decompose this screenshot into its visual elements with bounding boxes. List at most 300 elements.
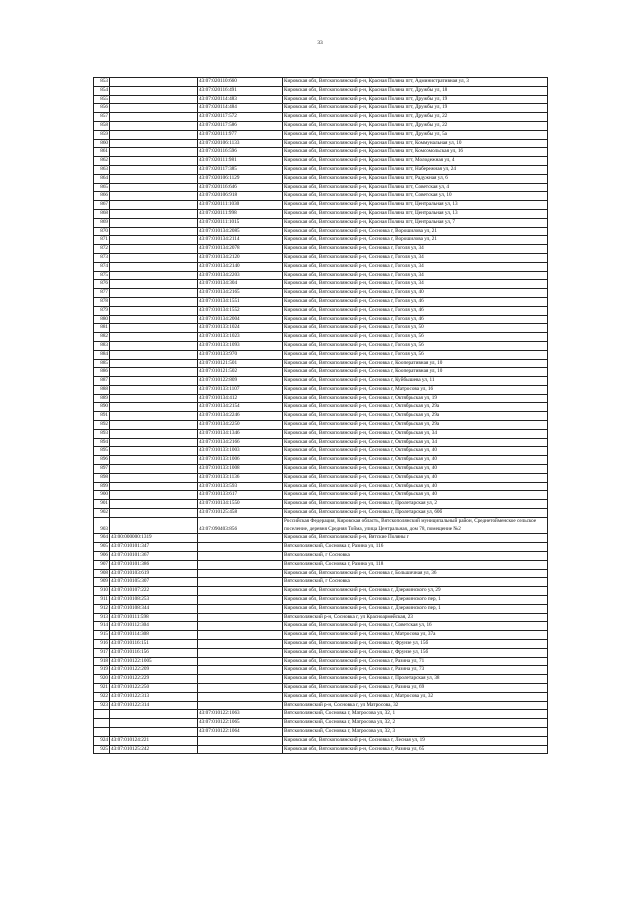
parcel-number-cell: [110, 86, 198, 95]
table-row: [94, 341, 548, 350]
parcel-number-cell: [110, 157, 198, 166]
table-row: [94, 657, 548, 666]
object-number-cell: 43:07:010134:2250: [198, 421, 283, 430]
object-number-cell: [198, 675, 283, 684]
table-row: [94, 262, 548, 271]
parcel-number-cell: [110, 377, 198, 386]
object-number-cell: [198, 683, 283, 692]
table-row: [94, 613, 548, 622]
address-cell: Кировская обл, Вятскополянский р-н, Красная Поляна пгт, Дружбы ул, 22: [283, 121, 548, 130]
parcel-number-cell: [110, 174, 198, 183]
object-number-cell: 43:07:010133:970: [198, 350, 283, 359]
object-number-cell: [198, 587, 283, 596]
row-number-cell: 907: [94, 560, 110, 569]
address-cell: Кировская обл, Вятскополянский р-н, Сосновка г, Матросова ул, 37а: [283, 631, 548, 640]
table-row: [94, 157, 548, 166]
table-row: [94, 192, 548, 201]
address-cell: Кировская обл, Вятскополянский р-н, Красная Поляна пгт, Коммунальная ул, 10: [283, 139, 548, 148]
parcel-number-cell: [110, 297, 198, 306]
row-number-cell: 876: [94, 280, 110, 289]
parcel-number-cell: [110, 368, 198, 377]
register-table-body: [94, 78, 548, 754]
address-cell: Кировская обл, Вятскополянский р-н, Красная Поляна пгт, Дружбы ул, 18: [283, 86, 548, 95]
table-row: [94, 473, 548, 482]
address-cell: Кировская обл, Вятскополянский р-н, Сосновка г, Советская ул, 16: [283, 622, 548, 631]
object-number-cell: [198, 657, 283, 666]
row-number-cell: 874: [94, 262, 110, 271]
parcel-number-cell: [110, 218, 198, 227]
table-row: [94, 350, 548, 359]
table-row: [94, 640, 548, 649]
table-row: [94, 271, 548, 280]
address-cell: Кировская обл, Вятскополянский р-н, Сосновка г, Октябрьская ул, 19: [283, 394, 548, 403]
row-number-cell: 878: [94, 297, 110, 306]
table-row: [94, 245, 548, 254]
parcel-number-cell: [110, 104, 198, 113]
address-cell: Кировская обл, Вятскополянский р-н, Сосновка г, Разина ул, 69: [283, 683, 548, 692]
address-cell: Кировская обл, Вятскополянский р-н, Сосновка г, Гоголя ул, 50: [283, 324, 548, 333]
parcel-number-cell: [110, 429, 198, 438]
table-row: [94, 648, 548, 657]
parcel-number-cell: 43:07:010124:221: [110, 736, 198, 745]
table-row: [94, 139, 548, 148]
parcel-number-cell: 43:07:010114:308: [110, 631, 198, 640]
table-row: [94, 587, 548, 596]
table-row: [94, 560, 548, 569]
object-number-cell: 43:07:020114:484: [198, 104, 283, 113]
object-number-cell: 43:07:010122:1065: [198, 719, 283, 728]
parcel-number-cell: 43:07:010108:344: [110, 604, 198, 613]
object-number-cell: [198, 692, 283, 701]
address-cell: Кировская обл, Вятскополянский р-н, Сосновка г, Октябрьская ул, 40: [283, 456, 548, 465]
row-number-cell: 882: [94, 333, 110, 342]
parcel-number-cell: [110, 500, 198, 509]
parcel-number-cell: [110, 245, 198, 254]
parcel-number-cell: [110, 236, 198, 245]
table-row: [94, 412, 548, 421]
table-row: [94, 174, 548, 183]
object-number-cell: [198, 622, 283, 631]
row-number-cell: [94, 719, 110, 728]
object-number-cell: [198, 736, 283, 745]
row-number-cell: 872: [94, 245, 110, 254]
object-number-cell: [198, 701, 283, 710]
address-cell: Кировская обл, Вятскополянский р-н, Сосновка г, Октябрьская ул, 29а: [283, 421, 548, 430]
row-number-cell: 892: [94, 421, 110, 430]
row-number-cell: 916: [94, 640, 110, 649]
address-cell: Кировская обл, Вятскополянский р-н, Сосновка г, Октябрьская ул, 29а: [283, 403, 548, 412]
address-cell: Кировская обл, Вятскополянский р-н, Сосновка г, Гоголя ул, 46: [283, 306, 548, 315]
table-row: [94, 666, 548, 675]
row-number-cell: 925: [94, 745, 110, 754]
object-number-cell: 43:07:010134:2154: [198, 403, 283, 412]
address-cell: Кировская обл, Вятскополянский р-н, Сосновка г, Октябрьская ул, 34: [283, 438, 548, 447]
object-number-cell: 43:07:010134:2114: [198, 236, 283, 245]
row-number-cell: 884: [94, 350, 110, 359]
address-cell: Кировская обл, Вятскополянский р-н, Сосновка г, Разина ул, 71: [283, 657, 548, 666]
parcel-number-cell: [110, 227, 198, 236]
parcel-number-cell: 43:07:010122:209: [110, 666, 198, 675]
parcel-number-cell: 43:07:010116:156: [110, 648, 198, 657]
row-number-cell: [94, 710, 110, 719]
object-number-cell: 43:07:020111:977: [198, 130, 283, 139]
address-cell: Кировская обл, Вятскополянский р-н, Красная Поляна пгт, Административная ул, 3: [283, 78, 548, 87]
address-cell: Кировская обл, Вятскополянский р-н, Красная Поляна пгт, Молодежная ул, 4: [283, 157, 548, 166]
parcel-number-cell: [110, 139, 198, 148]
parcel-number-cell: [110, 482, 198, 491]
table-row: [94, 78, 548, 87]
object-number-cell: 43:07:010122:1063: [198, 710, 283, 719]
address-cell: Кировская обл, Вятскополянский р-н, Сосновка г, Гоголя ул, 56: [283, 341, 548, 350]
object-number-cell: 43:07:020111:1030: [198, 201, 283, 210]
parcel-number-cell: [110, 95, 198, 104]
parcel-number-cell: 43:07:010111:598: [110, 613, 198, 622]
table-row: [94, 517, 548, 534]
object-number-cell: 43:07:010122:1064: [198, 727, 283, 736]
object-number-cell: [198, 613, 283, 622]
row-number-cell: 899: [94, 482, 110, 491]
address-cell: Кировская обл, Вятскополянский р-н, Красная Поляна пгт, Дружбы ул, 5а: [283, 130, 548, 139]
address-cell: Кировская обл, Вятскополянский р-н, Сосновка г, Разина ул, 65: [283, 745, 548, 754]
address-cell: Кировская обл, Вятскополянский р-н, Красная Поляна пгт, Радужная ул, 6: [283, 174, 548, 183]
row-number-cell: 880: [94, 315, 110, 324]
table-row: [94, 552, 548, 561]
object-number-cell: [198, 578, 283, 587]
object-number-cell: 43:07:010133:1003: [198, 447, 283, 456]
parcel-number-cell: [110, 456, 198, 465]
address-cell: Кировская обл, Вятскополянский р-н, Сосновка г, Октябрьская ул, 40: [283, 482, 548, 491]
table-row: [94, 368, 548, 377]
object-number-cell: 43:07:020114:483: [198, 95, 283, 104]
row-number-cell: 894: [94, 438, 110, 447]
parcel-number-cell: 43:07:010108:253: [110, 596, 198, 605]
table-row: [94, 429, 548, 438]
table-row: [94, 727, 548, 736]
object-number-cell: 43:07:010133:593: [198, 482, 283, 491]
row-number-cell: 862: [94, 157, 110, 166]
address-cell: Кировская обл, Вятскополянский р-н, Красная Поляна пгт, Дружбы ул, 19: [283, 95, 548, 104]
object-number-cell: 43:07:010134:2120: [198, 253, 283, 262]
row-number-cell: 885: [94, 359, 110, 368]
register-table: [93, 77, 548, 754]
row-number-cell: 859: [94, 130, 110, 139]
address-cell: Вятскополянский, Сосновка г, Разина ул, 116: [283, 543, 548, 552]
address-cell: Российская Федерация, Кировская область, Вятскополянский муниципальный район, Среднетойменское сельское поселение, деревня Средняя Тойма, улица Центральная, дом 78, помещение №2: [283, 517, 548, 534]
row-number-cell: 870: [94, 227, 110, 236]
address-cell: Кировская обл, Вятскополянский р-н, Сосновка г, Гоголя ул, 56: [283, 333, 548, 342]
parcel-number-cell: [110, 385, 198, 394]
parcel-number-cell: 43:07:010103:619: [110, 569, 198, 578]
table-row: [94, 675, 548, 684]
row-number-cell: 887: [94, 377, 110, 386]
table-row: [94, 456, 548, 465]
object-number-cell: [198, 604, 283, 613]
object-number-cell: 43:07:010134:2085: [198, 227, 283, 236]
parcel-number-cell: [110, 148, 198, 157]
address-cell: Кировская обл, Вятскополянский р-н, Красная Поляна пгт, Набережная ул, 24: [283, 165, 548, 174]
address-cell: Кировская обл, Вятскополянский р-н, Красная Поляна пгт, Советская ул, 10: [283, 192, 548, 201]
row-number-cell: 908: [94, 569, 110, 578]
table-row: [94, 148, 548, 157]
row-number-cell: 909: [94, 578, 110, 587]
object-number-cell: 43:07:020106:1129: [198, 174, 283, 183]
object-number-cell: 43:07:020117:586: [198, 121, 283, 130]
parcel-number-cell: [110, 517, 198, 534]
table-row: [94, 183, 548, 192]
object-number-cell: [198, 569, 283, 578]
parcel-number-cell: 43:07:010116:151: [110, 640, 198, 649]
object-number-cell: 43:07:010134:2166: [198, 438, 283, 447]
object-number-cell: [198, 534, 283, 543]
address-cell: Кировская обл, Вятскополянский р-н, Красная Поляна пгт, Дружбы ул, 22: [283, 113, 548, 122]
table-row: [94, 578, 548, 587]
row-number-cell: 901: [94, 500, 110, 509]
table-row: [94, 692, 548, 701]
address-cell: Кировская обл, Вятскополянский р-н, Сосновка г, Ворошилова ул, 21: [283, 227, 548, 236]
table-row: [94, 710, 548, 719]
object-number-cell: 43:07:010134:2165: [198, 289, 283, 298]
object-number-cell: 43:07:020111:981: [198, 157, 283, 166]
address-cell: Кировская обл, Вятскополянский р-н, Сосновка г, Фрунзе ул, 15б: [283, 648, 548, 657]
table-row: [94, 745, 548, 754]
parcel-number-cell: [110, 315, 198, 324]
parcel-number-cell: 43:07:010125:242: [110, 745, 198, 754]
row-number-cell: 863: [94, 165, 110, 174]
parcel-number-cell: [110, 253, 198, 262]
row-number-cell: 854: [94, 86, 110, 95]
address-cell: Кировская обл, Вятскополянский р-н, Сосновка г, Пролетарская ул, 2: [283, 500, 548, 509]
address-cell: Кировская обл, Вятскополянский р-н, Сосновка г, Пролетарская ул, 38: [283, 675, 548, 684]
table-row: [94, 227, 548, 236]
address-cell: Вятскополянский, Сосновка г, Матросова ул, 32, 2: [283, 719, 548, 728]
address-cell: Вятскополянский р-н, Сосновка г, ул Матросова, 32: [283, 701, 548, 710]
parcel-number-cell: [110, 412, 198, 421]
table-row: [94, 736, 548, 745]
row-number-cell: 875: [94, 271, 110, 280]
object-number-cell: 43:07:010134:2140: [198, 262, 283, 271]
parcel-number-cell: 43:07:010101:347: [110, 543, 198, 552]
table-row: [94, 719, 548, 728]
row-number-cell: 910: [94, 587, 110, 596]
table-row: [94, 236, 548, 245]
parcel-number-cell: [110, 341, 198, 350]
table-row: [94, 465, 548, 474]
table-row: [94, 104, 548, 113]
table-row: [94, 113, 548, 122]
address-cell: Кировская обл, Вятскополянский р-н, Сосновка г, Октябрьская ул, 40: [283, 465, 548, 474]
parcel-number-cell: 43:07:010101:367: [110, 552, 198, 561]
object-number-cell: 43:07:020106:1133: [198, 139, 283, 148]
address-cell: Кировская обл, Вятскополянский р-н, Красная Поляна пгт, Центральная ул, 7: [283, 218, 548, 227]
object-number-cell: 43:07:010134:1552: [198, 306, 283, 315]
object-number-cell: 43:07:010134:2246: [198, 412, 283, 421]
parcel-number-cell: 43:07:010122:314: [110, 701, 198, 710]
row-number-cell: 911: [94, 596, 110, 605]
parcel-number-cell: [110, 447, 198, 456]
parcel-number-cell: [110, 201, 198, 210]
address-cell: Кировская обл, Вятскополянский р-н, Сосновка г, Октябрьская ул, 40: [283, 473, 548, 482]
row-number-cell: 902: [94, 509, 110, 518]
parcel-number-cell: [110, 324, 198, 333]
parcel-number-cell: [110, 333, 198, 342]
row-number-cell: 853: [94, 78, 110, 87]
table-row: [94, 394, 548, 403]
row-number-cell: 913: [94, 613, 110, 622]
object-number-cell: 43:07:010133:1093: [198, 341, 283, 350]
address-cell: Кировская обл, Вятскополянский р-н, Сосновка г, Куйбышева ул, 11: [283, 377, 548, 386]
parcel-number-cell: [110, 727, 198, 736]
parcel-number-cell: 43:07:010122:1005: [110, 657, 198, 666]
row-number-cell: 906: [94, 552, 110, 561]
row-number-cell: 861: [94, 148, 110, 157]
row-number-cell: 889: [94, 394, 110, 403]
object-number-cell: 43:07:010133:1107: [198, 385, 283, 394]
object-number-cell: 43:07:010125:458: [198, 509, 283, 518]
table-row: [94, 201, 548, 210]
table-row: [94, 297, 548, 306]
object-number-cell: 43:07:010134:2203: [198, 271, 283, 280]
row-number-cell: 855: [94, 95, 110, 104]
object-number-cell: 43:07:020106:918: [198, 192, 283, 201]
address-cell: Кировская обл, Вятскополянский р-н, Сосновка г, Дзержинского пер, 1: [283, 596, 548, 605]
row-number-cell: 890: [94, 403, 110, 412]
address-cell: Кировская обл, Вятскополянский р-н, Сосновка г, Октябрьская ул, 40: [283, 447, 548, 456]
parcel-number-cell: [110, 719, 198, 728]
address-cell: Кировская обл, Вятскополянский р-н, Сосновка г, Пролетарская ул, 60б: [283, 509, 548, 518]
address-cell: Кировская обл, Вятскополянский р-н, Сосновка г, Гоголя ул, 34: [283, 271, 548, 280]
row-number-cell: 918: [94, 657, 110, 666]
row-number-cell: 897: [94, 465, 110, 474]
object-number-cell: [198, 640, 283, 649]
parcel-number-cell: 43:00:000000:1319: [110, 534, 198, 543]
address-cell: Кировская обл, Вятскополянский р-н, Сосновка г, Гоголя ул, 34: [283, 262, 548, 271]
address-cell: Кировская обл, Вятскополянский р-н, Сосновка г, Ворошилова ул, 21: [283, 236, 548, 245]
object-number-cell: 43:07:010134:1346: [198, 429, 283, 438]
row-number-cell: 891: [94, 412, 110, 421]
object-number-cell: 43:07:020117:572: [198, 113, 283, 122]
object-number-cell: [198, 745, 283, 754]
page-number: 33: [317, 40, 323, 46]
row-number-cell: 898: [94, 473, 110, 482]
address-cell: Кировская обл, Вятскополянский р-н, Сосновка г, Гоголя ул, 56: [283, 350, 548, 359]
object-number-cell: 43:07:010133:617: [198, 491, 283, 500]
object-number-cell: 43:07:020116:646: [198, 183, 283, 192]
row-number-cell: 856: [94, 104, 110, 113]
row-number-cell: 900: [94, 491, 110, 500]
table-row: [94, 95, 548, 104]
object-number-cell: 43:07:020111:998: [198, 209, 283, 218]
table-row: [94, 447, 548, 456]
address-cell: Вятскополянский, Сосновка г, Матросова ул, 32, 1: [283, 710, 548, 719]
address-cell: Кировская обл, Вятскополянский р-н, Сосновка г, Матросова ул, 16: [283, 385, 548, 394]
table-row: [94, 701, 548, 710]
address-cell: Кировская обл, Вятскополянский р-н, Сосновка г, Кооперативная ул, 10: [283, 368, 548, 377]
address-cell: Кировская обл, Вятскополянский р-н, Сосновка г, Гоголя ул, 46: [283, 297, 548, 306]
address-cell: Кировская обл, Вятскополянский р-н, Сосновка г, Гоголя ул, 40: [283, 289, 548, 298]
parcel-number-cell: [110, 183, 198, 192]
address-cell: Кировская обл, Вятскополянский р-н, Сосновка г, Разина ул, 73: [283, 666, 548, 675]
row-number-cell: [94, 727, 110, 736]
row-number-cell: 922: [94, 692, 110, 701]
table-row: [94, 218, 548, 227]
parcel-number-cell: [110, 710, 198, 719]
address-cell: Кировская обл, Вятскополянский р-н, Сосновка г, Лесная ул, 19: [283, 736, 548, 745]
address-cell: Кировская обл, Вятскополянский р-н, Красная Поляна пгт, Центральная ул, 13: [283, 209, 548, 218]
row-number-cell: 920: [94, 675, 110, 684]
address-cell: Кировская обл, Вятскополянский р-н, Сосновка г, Гоголя ул, 46: [283, 315, 548, 324]
table-row: [94, 306, 548, 315]
parcel-number-cell: [110, 280, 198, 289]
parcel-number-cell: [110, 465, 198, 474]
object-number-cell: 43:07:020116:491: [198, 86, 283, 95]
row-number-cell: 883: [94, 341, 110, 350]
object-number-cell: 43:07:010134:2004: [198, 315, 283, 324]
address-cell: Кировская обл, Вятскополянский р-н, Сосновка г, Гоголя ул, 34: [283, 253, 548, 262]
address-cell: Кировская обл, Вятскополянский р-н, Сосновка г, Фрунзе ул, 15б: [283, 640, 548, 649]
row-number-cell: 858: [94, 121, 110, 130]
table-row: [94, 534, 548, 543]
object-number-cell: 43:07:010134:304: [198, 280, 283, 289]
parcel-number-cell: [110, 306, 198, 315]
table-row: [94, 622, 548, 631]
parcel-number-cell: [110, 289, 198, 298]
object-number-cell: 43:07:010134:2078: [198, 245, 283, 254]
table-row: [94, 509, 548, 518]
parcel-number-cell: [110, 165, 198, 174]
table-row: [94, 596, 548, 605]
parcel-number-cell: 43:07:010101:386: [110, 560, 198, 569]
table-row: [94, 289, 548, 298]
address-cell: Кировская обл, Вятскополянский р-н, Красная Поляна пгт, Комсомольская ул, 16: [283, 148, 548, 157]
parcel-number-cell: [110, 403, 198, 412]
parcel-number-cell: 43:07:010122:229: [110, 675, 198, 684]
object-number-cell: [198, 543, 283, 552]
object-number-cell: [198, 560, 283, 569]
object-number-cell: 43:07:010134:1551: [198, 297, 283, 306]
parcel-number-cell: [110, 262, 198, 271]
address-cell: Кировская обл, Вятскополянский р-н, Сосновка г, Гоголя ул, 34: [283, 245, 548, 254]
parcel-number-cell: [110, 394, 198, 403]
row-number-cell: 866: [94, 192, 110, 201]
address-cell: Кировская обл, Вятскополянский р-н, Сосновка г, Большичная ул, 36: [283, 569, 548, 578]
parcel-number-cell: [110, 192, 198, 201]
address-cell: Кировская обл, Вятскополянский р-н, Сосновка г, Кооперативная ул, 10: [283, 359, 548, 368]
row-number-cell: 864: [94, 174, 110, 183]
parcel-number-cell: [110, 121, 198, 130]
row-number-cell: 868: [94, 209, 110, 218]
parcel-number-cell: 43:07:010112:304: [110, 622, 198, 631]
table-row: [94, 569, 548, 578]
row-number-cell: 915: [94, 631, 110, 640]
row-number-cell: 905: [94, 543, 110, 552]
address-cell: Вятскополянский, г Сосновка: [283, 552, 548, 561]
row-number-cell: 877: [94, 289, 110, 298]
address-cell: Вятскополянский, Сосновка г, Матросова ул, 32, 3: [283, 727, 548, 736]
address-cell: Кировская обл, Вятскополянский р-н, Сосновка г, Гоголя ул, 34: [283, 280, 548, 289]
object-number-cell: 43:07:010134:412: [198, 394, 283, 403]
table-row: [94, 403, 548, 412]
object-number-cell: 43:07:010122:809: [198, 377, 283, 386]
table-row: [94, 438, 548, 447]
object-number-cell: 43:07:010121:501: [198, 359, 283, 368]
object-number-cell: [198, 648, 283, 657]
row-number-cell: 881: [94, 324, 110, 333]
row-number-cell: 873: [94, 253, 110, 262]
address-cell: Вятскополянский, Сосновка г, Разина ул, 118: [283, 560, 548, 569]
row-number-cell: 924: [94, 736, 110, 745]
parcel-number-cell: [110, 509, 198, 518]
parcel-number-cell: [110, 209, 198, 218]
